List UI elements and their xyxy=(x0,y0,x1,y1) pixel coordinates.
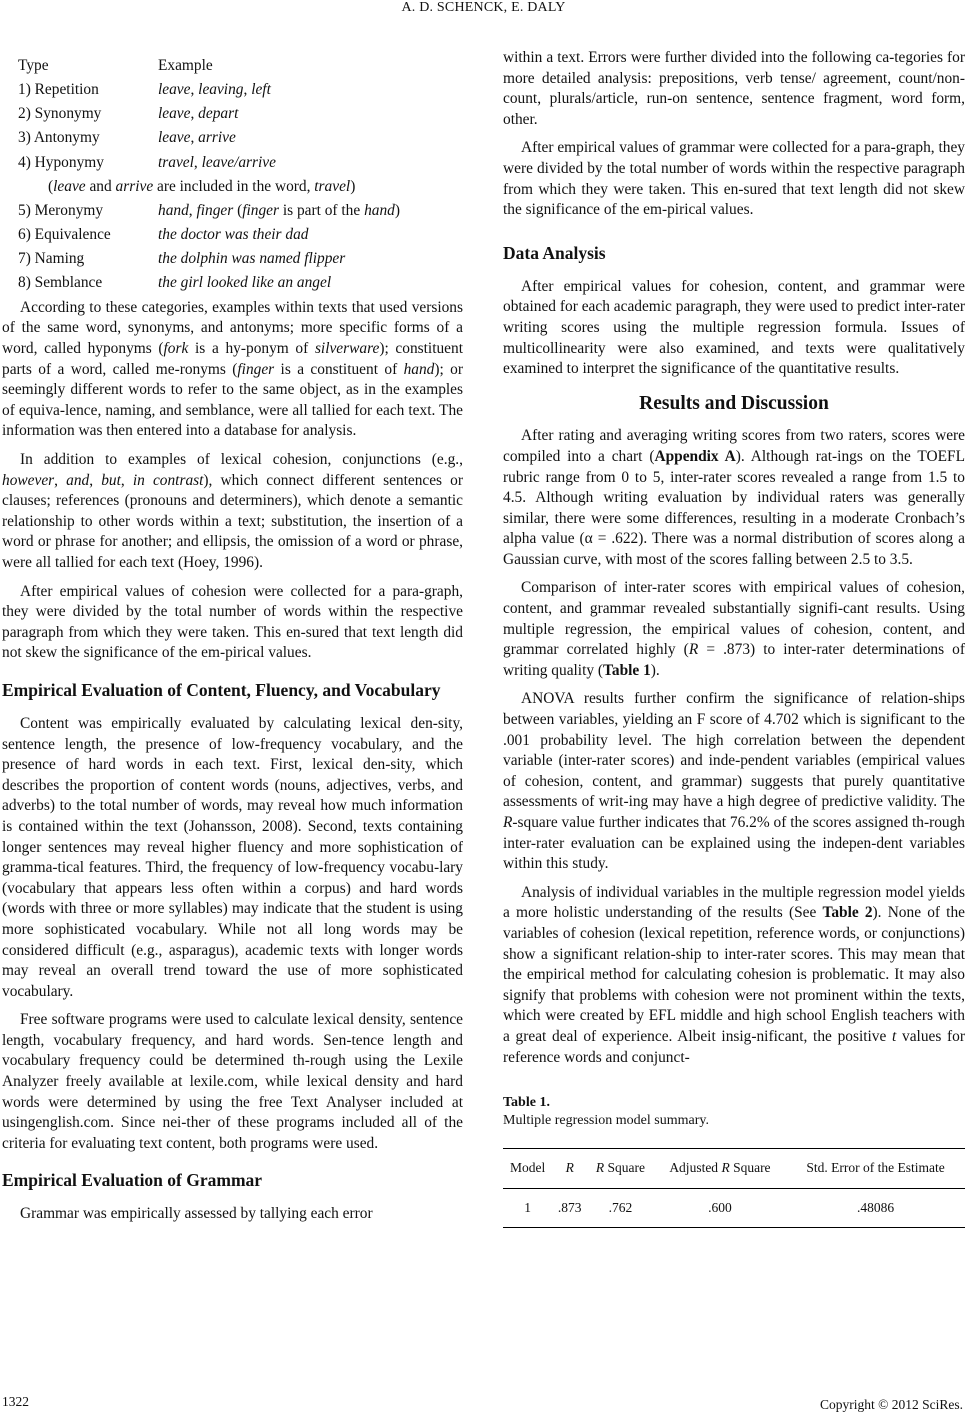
type-example: the dolphin was named flipper xyxy=(158,250,346,268)
table-header: Adjusted R Square xyxy=(669,1160,771,1176)
table-label: Table 1. xyxy=(503,1095,550,1111)
heading-results-discussion: Results and Discussion xyxy=(639,392,829,414)
table-header: Std. Error of the Estimate xyxy=(806,1160,945,1176)
table-cell: .600 xyxy=(708,1199,732,1215)
types-header-example: Example xyxy=(158,56,213,74)
copyright-notice: Copyright © 2012 SciRes. xyxy=(819,1397,963,1412)
paragraph-anova: ANOVA results further confirm the significance of relation-ships between variables, yielding an F score of 4.702 which is significant to the .001 probability level. The high correlation between the dependent variable (inter-rater scores) and inde-pendent variables (empirical values of cohesion, content, and grammar) suggests that purely quantitative assessments of writ-ing may have a high degree of predictive validity. The R-square value further indicates that 76.2% of the scores assigned th-rough inter-rater evaluation can be explained using the indepen-dent variables within this study. xyxy=(503,690,966,873)
table-header: Model xyxy=(510,1160,546,1176)
type-example: hand, finger (finger is part of the hand) xyxy=(158,201,400,219)
paragraph-content: Content was empirically evaluated by calculating lexical den-sity, sentence length, the presence of low-frequency vocabulary, and the presence of hard words in each text. First, lexical den-sity, which describes the proportion of content words (nouns, adjectives, verbs, and adverbs) to the total number of words, may reveal how much information is contained within the text (Johansson, 2008). Second, texts containing longer sentences may reveal higher fluency and more sophistication of gramma-tical features. Third, the frequency of low-frequency vocabu-lary (vocabulary that appears less often within a corpus) and hard words (words with three or more syllables) may indicate that the student is using more sophisticated vocabulary. While not all long words may be considered difficult (e.g., asparagus), academic texts with longer words may reveal an overall trend toward the use of more sophisticated vocabulary. xyxy=(2,714,463,1000)
running-head: A. D. SCHENCK, E. DALY xyxy=(401,0,566,15)
type-example: leave, depart xyxy=(158,105,239,123)
heading-content-evaluation: Empirical Evaluation of Content, Fluency, and Vocabulary xyxy=(2,679,441,700)
type-row xyxy=(2,151,463,175)
type-name: 8) Semblance xyxy=(18,274,103,292)
paragraph-cohesion-values: After empirical values of cohesion were collected for a para-graph, they were divided by the total number of words within the respective paragraph from which they were taken. This en-sured that text length did not skew the significance of the em-pirical values. xyxy=(2,582,463,662)
type-row xyxy=(2,272,463,296)
type-row xyxy=(2,223,463,247)
type-name: 6) Equivalence xyxy=(18,226,111,244)
table-cell: .873 xyxy=(557,1199,582,1215)
types-header-row xyxy=(2,54,463,78)
table-caption: Multiple regression model summary. xyxy=(503,1113,709,1129)
type-row xyxy=(2,127,463,151)
type-name: 1) Repetition xyxy=(18,80,99,98)
type-name: 4) Hyponymy xyxy=(18,153,104,171)
type-example: leave, arrive xyxy=(158,129,236,147)
table-cell: .762 xyxy=(608,1199,633,1215)
paragraph-data-analysis: After empirical values for cohesion, content, and grammar were obtained for each academic paragraph, they were used to predict inter-rater writing scores using the multiple regression formula. Issues of multicollinearity were also examined, and texts were qualitatively examined to interpret the significance of the quantitative results. xyxy=(503,277,965,378)
table-header-row xyxy=(503,1149,965,1189)
left-column xyxy=(2,48,463,1233)
table-cell: 1 xyxy=(524,1199,532,1215)
type-name: 2) Synonymy xyxy=(18,105,102,123)
types-header-type: Type xyxy=(18,56,49,74)
type-name: 7) Naming xyxy=(18,250,85,268)
type-row xyxy=(2,199,463,223)
type-row xyxy=(2,102,463,126)
type-name: 5) Meronymy xyxy=(18,201,104,219)
cohesion-types-list xyxy=(2,54,463,296)
paragraph-comparison: Comparison of inter-rater scores with empirical values of cohesion, content, and grammar revealed substantially signifi-cant results. Using multiple regression, the empirical values of cohesion, content, and grammar correlated highly (R = .873) to inter-rater determinations of writing quality (Table 1). xyxy=(503,579,965,679)
type-example: the girl looked like an angel xyxy=(158,274,332,292)
paragraph-grammar-values: After empirical values of grammar were collected for a para-graph, they were divided by the total number of words within the respective paragraph from which they were taken. This en-sured that text length did not skew the significance of the em-pirical values. xyxy=(503,139,965,219)
type-row xyxy=(2,78,463,102)
paragraph-categories: According to these categories, examples within texts that used versions of the same word, synonyms, and antonyms; more specific forms of a word, called hyponyms (fork is a hy-ponym of silverware); constituent parts of a word, called me-ronyms (finger is a constituent of hand); or seemingly different words to refer to the same object, as in the examples of equiva-lence, naming, and semblance, were all tallied for each text. The information was then entered into a database for analysis. xyxy=(2,298,463,440)
type-example: leave, leaving, left xyxy=(158,80,271,98)
type-name: 3) Antonymy xyxy=(18,129,100,147)
table-header: R Square xyxy=(595,1160,645,1176)
table-header: R xyxy=(565,1160,574,1176)
paragraph-software: Free software programs were used to calculate lexical density, sentence length, vocabulary frequency, and hard words. Sen-tence length and vocabulary frequency could be determined th-rough using the Lexile Analyzer freely available at lexile.com, while lexical density and hard words were determined by using the free Text Analyser included at usingenglish.com. Since nei-ther of these programs included all of the criteria for evaluating text content, both programs were used. xyxy=(2,1011,463,1152)
heading-data-analysis: Data Analysis xyxy=(503,242,606,263)
right-column xyxy=(503,48,965,1228)
table-row xyxy=(503,1188,965,1228)
paragraph-grammar: Grammar was empirically assessed by tallying each error xyxy=(20,1205,373,1223)
regression-table xyxy=(503,1148,965,1228)
type-row xyxy=(2,248,463,272)
table-1 xyxy=(503,1094,965,1228)
paragraph-errors: within a text. Errors were further divided into the following ca-tegories for more detailed analysis: prepositions, verb tense/ agreement, count/non-count, plurals/article, run-on sentence, sentence fragment, word form, other. xyxy=(503,49,965,128)
paragraph-conjunctions: In addition to examples of lexical cohesion, conjunctions (e.g., however, and, but, in contrast), which connect different sentences or clauses; references (pronouns and determiners), which denote a semantic relationship to other words within a text; substitution, the insertion of a word or phrase for another; and ellipsis, the omission of a word or phrase, were all tallied for each text (Hoey, 1996). xyxy=(2,451,463,571)
paragraph-analysis: Analysis of individual variables in the multiple regression model yields a more holistic understanding of the results (See Table 2). None of the variables of cohesion (lexical repetition, reference words, or conjunctions) show a significant relation-ship to inter-rater scores. This may mean that the empirical method for calculating cohesion is problematic. It may also signify that problems with cohesion were not prominent within the texts, which were created by EFL middle and high school English teachers with a great deal of experience. Albeit insig-nificant, the positive t values for reference words and conjunct- xyxy=(503,883,966,1066)
hyponymy-note: (leave and arrive are included in the word, travel) xyxy=(48,177,356,195)
heading-grammar-evaluation: Empirical Evaluation of Grammar xyxy=(2,1170,263,1191)
paragraph-rating: After rating and averaging writing scores from two raters, scores were compiled into a chart (Appendix A). Although rat-ings on the TOEFL rubric range from 0 to 5, inter-rater scores revealed a range from 1.5 to 4.5. Although writing evaluation by individual raters was generally similar, there were some differences, resulting in a moderate Cronbach’s alpha value (α = .622). There was a normal distribution of scores along a Gaussian curve, with most of the scores falling between 2.5 to 3.5. xyxy=(503,427,965,568)
table-cell: .48086 xyxy=(856,1199,895,1215)
page-number: 1322 xyxy=(2,1394,29,1409)
type-example: the doctor was their dad xyxy=(158,226,309,244)
type-example: travel, leave/arrive xyxy=(158,153,276,171)
